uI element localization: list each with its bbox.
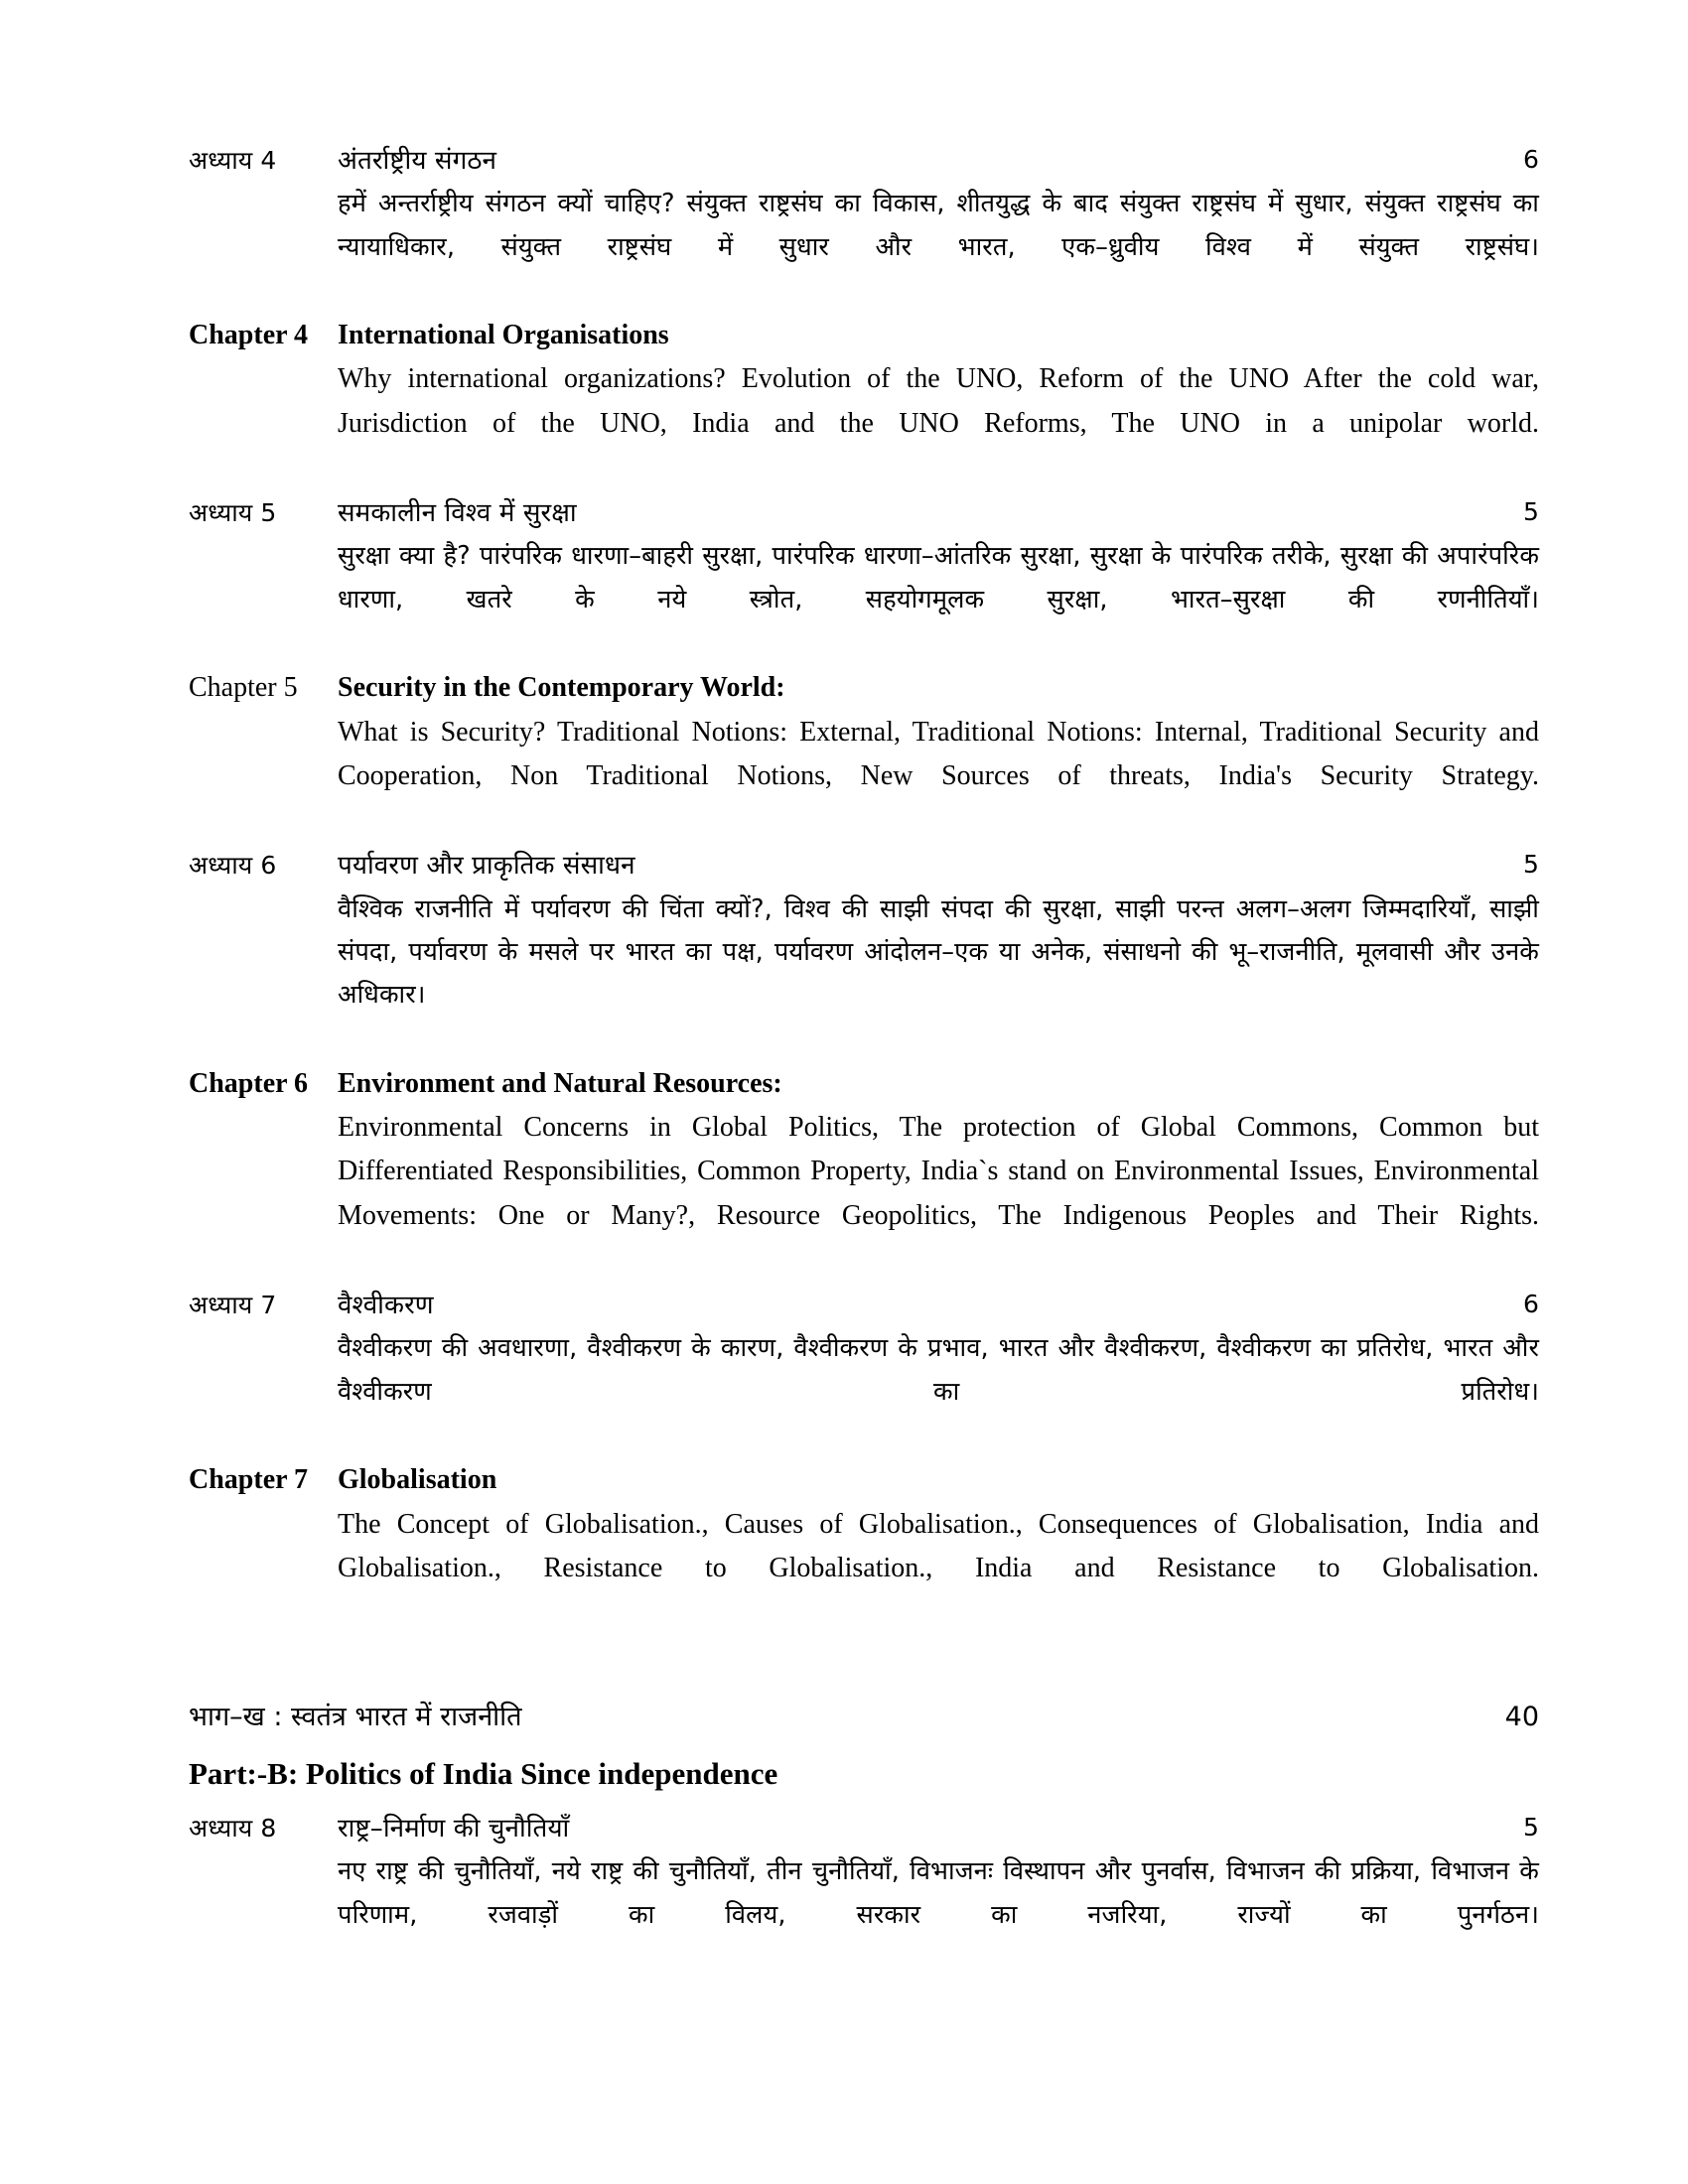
syllabus-entry-chapter-4-hi — [189, 139, 1539, 312]
syllabus-entry-chapter-6-en — [189, 1062, 1539, 1282]
chapter-title-hi-8: राष्ट्र–निर्माण की चुनौतियाँ — [338, 1814, 570, 1844]
syllabus-entry-chapter-8-hi — [189, 1807, 1539, 1979]
part-b-label-hindi: भाग–ख : स्वतंत्र भारत में राजनीति — [189, 1702, 522, 1733]
entry-header — [189, 139, 1539, 183]
chapter-marks-hi-6: 5 — [1522, 850, 1539, 880]
chapter-marks-hi-7: 6 — [1522, 1290, 1539, 1319]
entry-header — [189, 1284, 1539, 1327]
part-b-heading-english: Part:-B: Politics of India Since independence — [189, 1755, 778, 1791]
section-spacer — [189, 1636, 1539, 1698]
part-b-heading-hindi — [189, 1698, 1539, 1738]
chapter-body-hi-8: नए राष्ट्र की चुनौतियाँ, नये राष्ट्र की चुनौतियाँ, तीन चुनौतियाँ, विभाजनः विस्थापन और पुनर्वास, विभाजन की प्रक्रिया, विभाजन के परिणाम, रजवाड़ों का विलय, सरकार का नजरिया, राज्यों का पुनर्गठन। — [338, 1856, 1539, 1930]
entry-header — [189, 1807, 1539, 1850]
chapter-title-hi-7: वैश्वीकरण — [338, 1291, 434, 1321]
chapter-body-en-7: The Concept of Globalisation., Causes of Globalisation., Consequences of Globalisation, India and Globalisation., Resistance to Globalisation., India and Resistance to Globalisation. — [338, 1508, 1539, 1583]
chapter-body-hi-7: वैश्वीकरण की अवधारणा, वैश्वीकरण के कारण, वैश्वीकरण के प्रभाव, भारत और वैश्वीकरण, वैश्वीकरण का प्रतिरोध, भारत और वैश्वीकरण का प्रतिरोध। — [338, 1333, 1539, 1407]
entry-header — [189, 1062, 1539, 1106]
chapter-label-en-4: Chapter 4 — [189, 320, 309, 351]
chapter-label-en-7: Chapter 7 — [189, 1464, 309, 1496]
entry-header — [189, 314, 1539, 357]
syllabus-entry-chapter-7-hi — [189, 1284, 1539, 1456]
chapter-title-hi-6: पर्यावरण और प्राकृतिक संसाधन — [338, 851, 635, 882]
syllabus-entry-chapter-4-en — [189, 314, 1539, 489]
syllabus-entry-chapter-6-hi — [189, 844, 1539, 1060]
chapter-title-en-7: Globalisation — [338, 1464, 497, 1496]
syllabus-entry-chapter-5-en — [189, 666, 1539, 842]
chapter-label-hi-6: अध्याय 6 — [189, 851, 277, 881]
chapter-label-hi-5: अध्याय 5 — [189, 498, 277, 528]
chapter-label-hi-7: अध्याय 7 — [189, 1291, 277, 1320]
chapter-body-en-4: Why international organizations? Evolution of the UNO, Reform of the UNO After the cold war, Jurisdiction of the UNO, India and the UNO Reforms, The UNO in a unipolar world. — [338, 363, 1539, 439]
chapter-label-en-5: Chapter 5 — [189, 672, 298, 704]
chapter-title-hi-5: समकालीन विश्व में सुरक्षा — [338, 498, 577, 529]
chapter-title-en-6: Environment and Natural Resources: — [338, 1067, 782, 1099]
chapter-title-en-5: Security in the Contemporary World: — [338, 672, 785, 704]
chapter-label-hi-4: अध्याय 4 — [189, 146, 277, 175]
chapter-marks-hi-4: 6 — [1522, 145, 1539, 174]
entry-header — [189, 844, 1539, 887]
chapter-marks-hi-5: 5 — [1522, 497, 1539, 527]
chapter-body-en-6: Environmental Concerns in Global Politics, The protection of Global Commons, Common but Differentiated Responsibilities, Common Property, India`s stand on Environmental Issues, Environmental Movements: One or Many?, Resource Geopolitics, The Indigenous Peoples and Their Rights. — [338, 1112, 1539, 1231]
syllabus-entry-chapter-7-en — [189, 1458, 1539, 1634]
entry-header — [189, 491, 1539, 535]
syllabus-entry-chapter-5-hi — [189, 491, 1539, 664]
chapter-body-hi-4: हमें अन्तर्राष्ट्रीय संगठन क्यों चाहिए? संयुक्त राष्ट्रसंघ का विकास, शीतयुद्ध के बाद संयुक्त राष्ट्रसंघ में सुधार, संयुक्त राष्ट्रसंघ का न्यायाधिकार, संयुक्त राष्ट्रसंघ में सुधार और भारत, एक–ध्रुवीय विश्व में संयुक्त राष्ट्रसंघ। — [338, 189, 1539, 262]
chapter-label-hi-8: अध्याय 8 — [189, 1814, 277, 1843]
chapter-title-hi-4: अंतर्राष्ट्रीय संगठन — [338, 146, 497, 176]
entry-header — [189, 666, 1539, 710]
entry-header — [189, 1458, 1539, 1502]
chapter-label-en-6: Chapter 6 — [189, 1067, 309, 1099]
chapter-body-en-5: What is Security? Traditional Notions: External, Traditional Notions: Internal, Traditional Security and Cooperation, Non Traditional Notions, New Sources of threats, India's Security Strategy. — [338, 716, 1539, 791]
chapter-marks-hi-8: 5 — [1522, 1813, 1539, 1843]
chapter-body-hi-5: सुरक्षा क्या है? पारंपरिक धारणा–बाहरी सुरक्षा, पारंपरिक धारणा–आंतरिक सुरक्षा, सुरक्षा के पारंपरिक तरीके, सुरक्षा की अपारंपरिक धारणा, खतरे के नये स्त्रोत, सहयोगमूलक सुरक्षा, भारत–सुरक्षा की रणनीतियाँ। — [338, 541, 1539, 614]
chapter-title-en-4: International Organisations — [338, 320, 669, 351]
part-b-marks: 40 — [1504, 1702, 1539, 1733]
chapter-body-hi-6: वैश्विक राजनीति में पर्यावरण की चिंता क्यों?, विश्व की साझी संपदा की सुरक्षा, साझी परन्त अलग–अलग जिम्मदारियाँ, साझी संपदा, पर्यावरण के मसले पर भारत का पक्ष, पर्यावरण आंदोलन–एक या अनेक, संसाधनो की भू–राजनीति, मूलवासी और उनके अधिकार। — [338, 893, 1539, 1011]
